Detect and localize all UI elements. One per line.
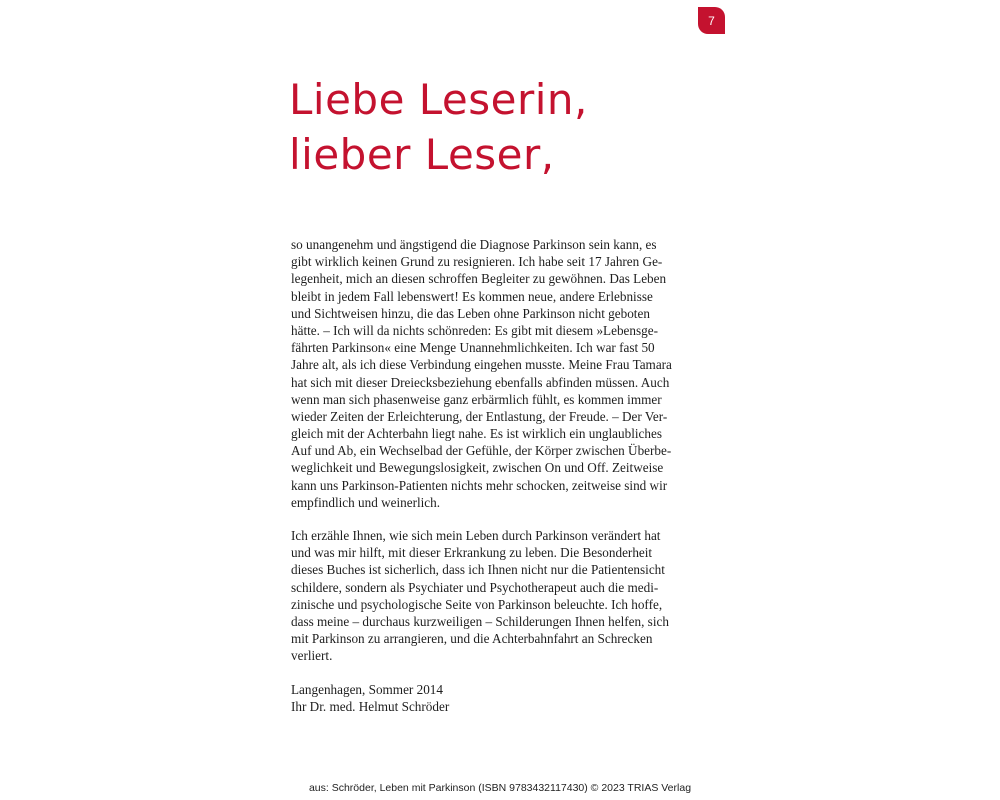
- signature-block: [291, 681, 711, 715]
- text-line: bleibt in jedem Fall lebenswert! Es kommen neue, andere Erlebnisse: [291, 288, 653, 304]
- text-line: dass meine – durchaus kurzweiligen – Schilderungen Ihnen helfen, sich: [291, 613, 669, 629]
- text-line: wieder Zeiten der Erleichterung, der Entlastung, der Freude. – Der Ver-: [291, 408, 668, 424]
- source-footer: aus: Schröder, Leben mit Parkinson (ISBN 9783432117430) © 2023 TRIAS Verlag: [308, 782, 692, 794]
- text-line: empfindlich und weinerlich.: [291, 494, 441, 510]
- title-line-1: Liebe Leserin,: [289, 75, 588, 124]
- text-line: Auf und Ab, ein Wechselbad der Gefühle, der Körper zwischen Überbe-: [291, 443, 672, 459]
- text-line: kann uns Parkinson-Patienten nichts mehr schocken, zeitweise sind wir: [291, 477, 668, 493]
- text-line: mit Parkinson zu arrangieren, und die Achterbahnfahrt an Schrecken: [291, 631, 653, 647]
- title-line-2: lieber Leser,: [289, 130, 555, 179]
- page-number-badge: 7: [698, 7, 725, 34]
- text-line: hat sich mit dieser Dreiecksbeziehung ebenfalls abfinden müssen. Auch: [291, 374, 670, 390]
- text-line: gibt wirklich keinen Grund zu resignieren. Ich habe seit 17 Jahren Ge-: [291, 254, 663, 270]
- text-line: und Sichtweisen hinzu, die das Leben ohne Parkinson nicht geboten: [291, 305, 650, 321]
- text-line: Ihr Dr. med. Helmut Schröder: [291, 698, 450, 714]
- text-line: schildere, sondern als Psychiater und Psychotherapeut auch die medi-: [291, 579, 659, 595]
- text-line: dieses Buches ist sicherlich, dass ich Ihnen nicht nur die Patientensicht: [291, 562, 665, 578]
- text-line: wenn man sich phasenweise ganz erbärmlich fühlt, es kommen immer: [291, 391, 662, 407]
- paragraph-gap: [291, 511, 711, 527]
- text-line: so unangenehm und ängstigend die Diagnose Parkinson sein kann, es: [291, 237, 657, 252]
- text-line: verliert.: [291, 648, 333, 664]
- body-text: [291, 236, 711, 715]
- paragraph: [291, 527, 711, 665]
- paragraph: [291, 236, 711, 511]
- text-line: Ich erzähle Ihnen, wie sich mein Leben durch Parkinson verändert hat: [291, 528, 661, 543]
- text-line: hätte. – Ich will da nichts schönreden: Es gibt mit diesem »Lebensge-: [291, 322, 658, 338]
- page-title: [289, 72, 588, 182]
- text-line: zinische und psychologische Seite von Parkinson beleuchte. Ich hoffe,: [291, 596, 663, 612]
- text-line: Langenhagen, Sommer 2014: [291, 681, 443, 697]
- text-line: Jahre alt, als ich diese Verbindung eingehen musste. Meine Frau Tamara: [291, 357, 672, 373]
- text-line: legenheit, mich an diesen schroffen Begleiter zu gewöhnen. Das Leben: [291, 271, 667, 287]
- text-line: fährten Parkinson« eine Menge Unannehmlichkeiten. Ich war fast 50: [291, 340, 655, 356]
- text-line: gleich mit der Achterbahn liegt nahe. Es ist wirklich ein unglaubliches: [291, 426, 662, 442]
- text-line: und was mir hilft, mit dieser Erkrankung zu leben. Die Besonderheit: [291, 545, 653, 561]
- paragraph-gap: [291, 665, 711, 681]
- text-line: weglichkeit und Bewegungslosigkeit, zwischen On und Off. Zeitweise: [291, 460, 664, 476]
